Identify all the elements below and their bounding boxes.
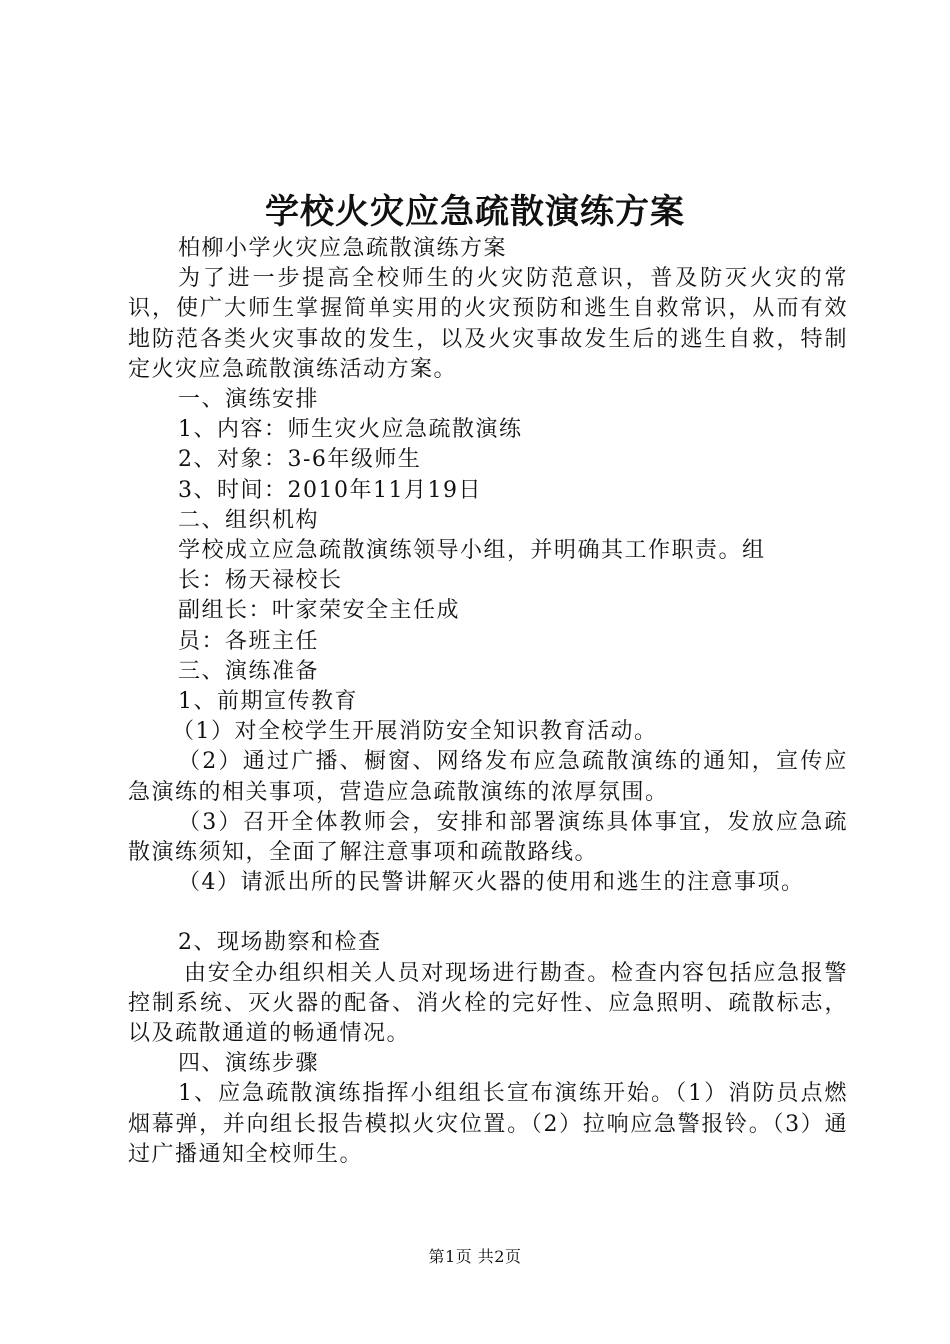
document-body: [128, 234, 848, 1170]
subsection-heading: 1、前期宣传教育: [178, 689, 358, 715]
body-paragraph: 学校成立应急疏散演练领导小组，并明确其工作职责。组: [178, 538, 766, 564]
section-heading-4: 四、演练步骤: [178, 1051, 320, 1077]
body-paragraph: 副组长：叶家荣安全主任成: [178, 598, 461, 624]
page-footer: 第1页 共2页: [428, 1247, 522, 1266]
list-item: （2）通过广播、橱窗、网络发布应急疏散演练的通知，宣传应急演练的相关事项，营造应急疏散演练的浓厚氛围。: [128, 749, 848, 805]
list-item: （3）召开全体教师会，安排和部署演练具体事宜，发放应急疏散演练须知，全面了解注意事项和疏散路线。: [128, 809, 848, 866]
list-item: （4）请派出所的民警讲解灭火器的使用和逃生的注意事项。: [178, 870, 805, 896]
list-item: 3、时间：2010年11月19日: [178, 477, 482, 503]
section-heading-1: 一、演练安排: [178, 387, 320, 413]
subsection-heading: 2、现场勘察和检查: [178, 930, 382, 956]
section-heading-3: 三、演练准备: [178, 658, 320, 684]
subtitle-paragraph: 柏柳小学火灾应急疏散演练方案: [178, 236, 508, 261]
list-item: 2、对象：3-6年级师生: [178, 447, 422, 473]
section-heading-2: 二、组织机构: [178, 507, 320, 533]
intro-paragraph: 为了进一步提高全校师生的火灾防范意识，普及防灭火灾的常识，使广大师生掌握简单实用的火灾预防和逃生自救常识，从而有效地防范各类火灾事故的发生，以及火灾事故发生后的逃生自救，特制定火灾应急疏散演练活动方案。: [128, 266, 848, 382]
body-paragraph: 员：各班主任: [178, 628, 320, 654]
paragraph-gap: [128, 898, 848, 928]
body-paragraph: 1、应急疏散演练指挥小组组长宣布演练开始。（1）消防员点燃烟幕弹，并向组长报告模拟火灾位置。（2）拉响应急警报铃。（3）通过广播通知全校师生。: [128, 1081, 848, 1167]
list-item: 1、内容：师生灾火应急疏散演练: [178, 417, 523, 443]
body-paragraph: 由安全办组织相关人员对现场进行勘查。检查内容包括应急报警控制系统、灭火器的配备、消火栓的完好性、应急照明、疏散标志，以及疏散通道的畅通情况。: [128, 960, 848, 1047]
body-paragraph: 长：杨天禄校长: [178, 568, 343, 594]
list-item: （1）对全校学生开展消防安全知识教育活动。: [172, 719, 658, 745]
document-title: 学校火灾应急疏散演练方案: [265, 192, 685, 232]
